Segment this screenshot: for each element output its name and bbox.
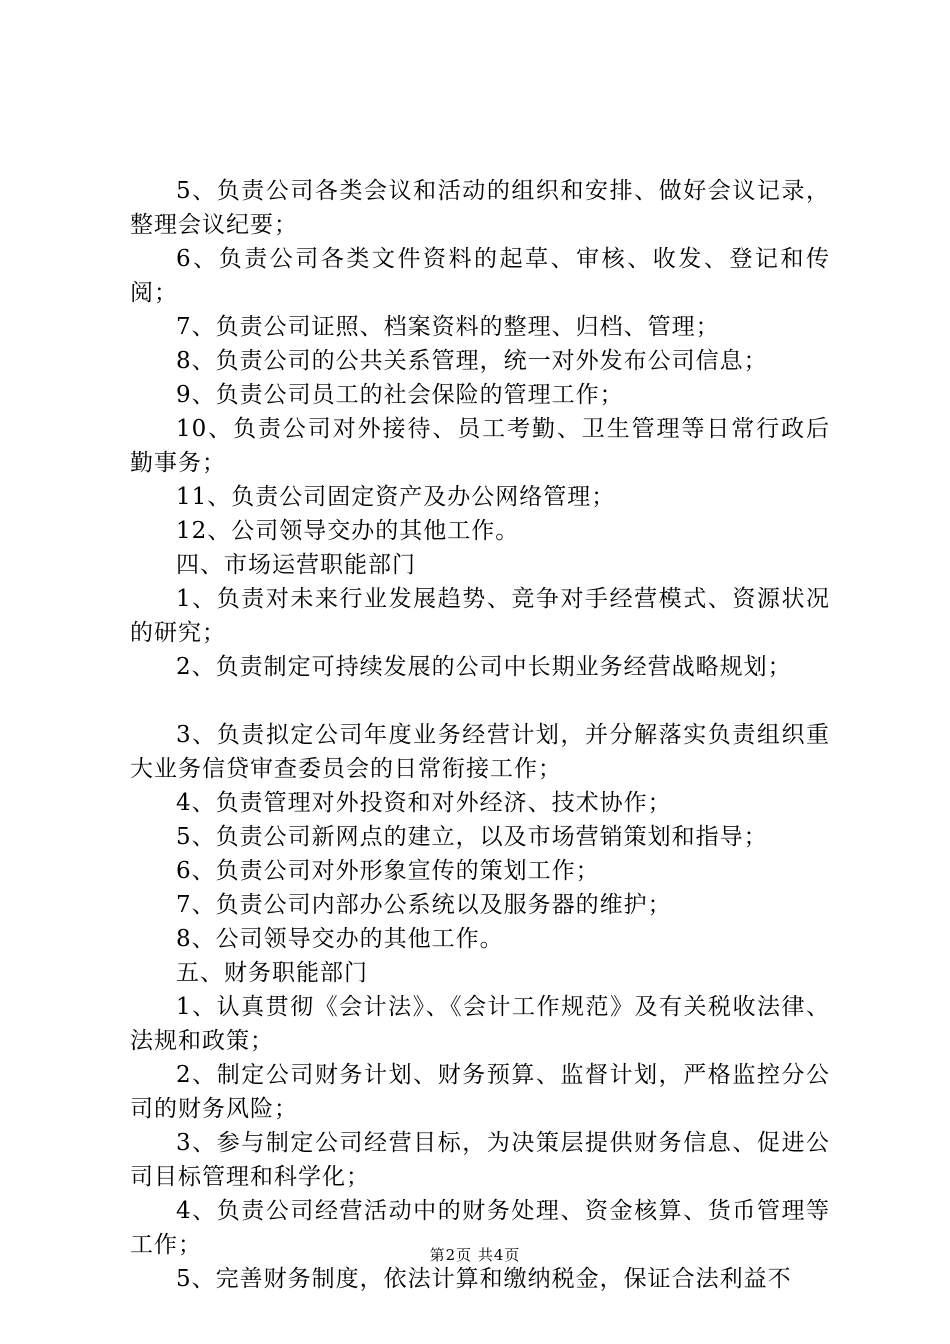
paragraph-15: 6、负责公司对外形象宣传的策划工作； (176, 858, 600, 884)
paragraph-3: 7、负责公司证照、档案资料的整理、归档、管理； (176, 314, 720, 340)
paragraph-8: 12、公司领导交办的其他工作。 (176, 518, 520, 544)
paragraph-1: 5、负责公司各类会议和活动的组织和安排、做好会议记录，整理会议纪要； (130, 178, 830, 238)
blank-line (130, 684, 830, 718)
paragraph-5: 9、负责公司员工的社会保险的管理工作； (176, 382, 624, 408)
paragraph-13: 4、负责管理对外投资和对外经济、技术协作； (176, 790, 672, 816)
page-number-footer: 第2页 共4页 (429, 1246, 521, 1264)
paragraph-4: 8、负责公司的公共关系管理，统一对外发布公司信息； (176, 348, 768, 374)
paragraph-7: 11、负责公司固定资产及办公网络管理； (176, 484, 616, 510)
paragraph-6: 10、负责公司对外接待、员工考勤、卫生管理等日常行政后勤事务； (130, 416, 830, 476)
paragraph-2: 6、负责公司各类文件资料的起草、审核、收发、登记和传阅； (130, 246, 830, 306)
section-heading-market-operations: 四、市场运营职能部门 (176, 552, 416, 578)
paragraph-16: 7、负责公司内部办公系统以及服务器的维护； (176, 892, 672, 918)
document-body (130, 174, 830, 1296)
paragraph-12: 3、负责拟定公司年度业务经营计划，并分解落实负责组织重大业务信贷审查委员会的日常衔接工作； (130, 722, 830, 782)
paragraph-20: 2、制定公司财务计划、财务预算、监督计划，严格监控分公司的财务风险； (130, 1062, 830, 1122)
paragraph-17: 8、公司领导交办的其他工作。 (176, 926, 504, 952)
paragraph-14: 5、负责公司新网点的建立，以及市场营销策划和指导； (176, 824, 768, 850)
paragraph-22: 4、负责公司经营活动中的财务处理、资金核算、货币管理等工作； (130, 1198, 830, 1258)
paragraph-11: 2、负责制定可持续发展的公司中长期业务经营战略规划； (176, 654, 792, 680)
section-heading-finance: 五、财务职能部门 (176, 960, 368, 986)
paragraph-23: 5、完善财务制度，依法计算和缴纳税金，保证合法利益不 (176, 1266, 792, 1292)
paragraph-19: 1、认真贯彻《会计法》、《会计工作规范》及有关税收法律、法规和政策； (130, 994, 830, 1054)
paragraph-10: 1、负责对未来行业发展趋势、竞争对手经营模式、资源状况的研究； (130, 586, 830, 646)
paragraph-21: 3、参与制定公司经营目标，为决策层提供财务信息、促进公司目标管理和科学化； (130, 1130, 830, 1190)
